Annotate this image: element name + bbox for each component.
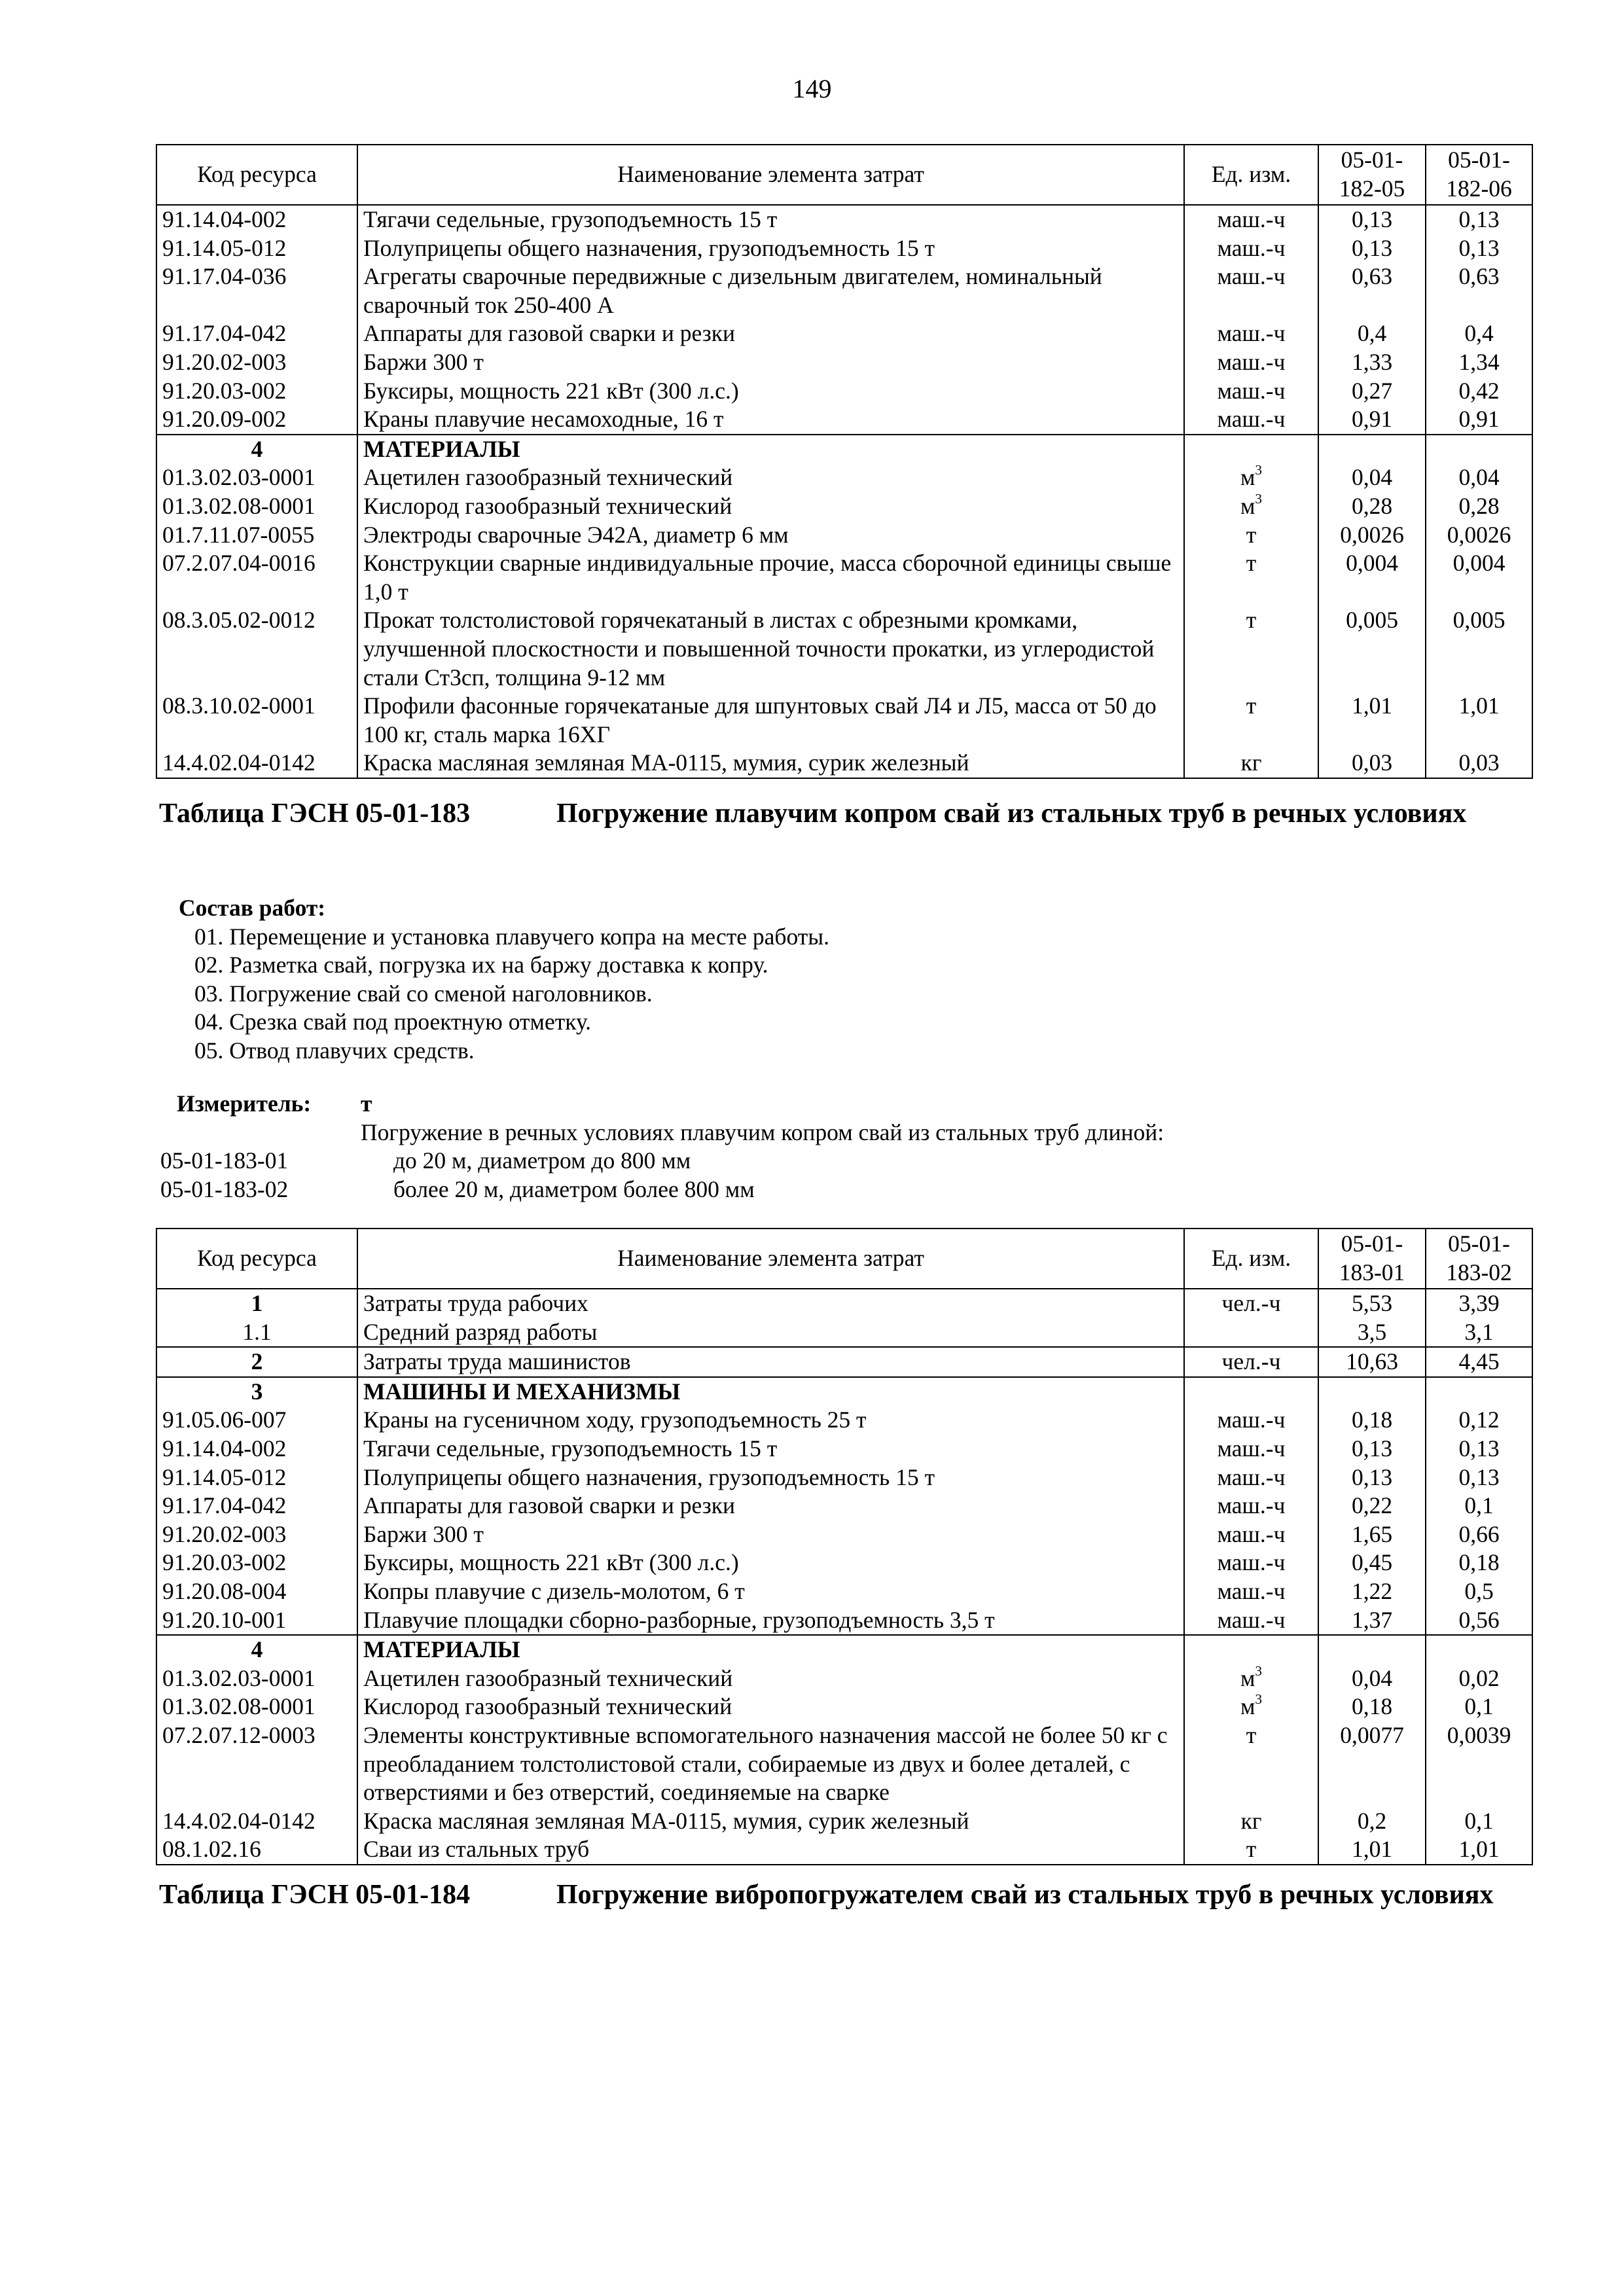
cell-code: 08.1.02.16 (156, 1835, 357, 1865)
cell-name: Сваи из стальных труб (357, 1835, 1184, 1865)
table-row (156, 348, 1532, 377)
table-row (156, 463, 1532, 492)
table-row (156, 205, 1532, 234)
cell-value: 0,91 (1318, 405, 1426, 435)
cell-name: Аппараты для газовой сварки и резки (357, 1492, 1184, 1520)
cell-unit: т (1184, 606, 1318, 692)
cell-unit: маш.-ч (1184, 405, 1318, 435)
cell-value: 0,56 (1426, 1606, 1532, 1636)
table-row (156, 1318, 1532, 1348)
cell-code: 1.1 (156, 1318, 357, 1348)
cell-name: Полуприцепы общего назначения, грузоподъемность 15 т (357, 234, 1184, 263)
cell-unit: чел.-ч (1184, 1347, 1318, 1377)
cell-code: 91.20.03-002 (156, 1549, 357, 1577)
cell-code: 91.17.04-042 (156, 319, 357, 348)
cell-unit: маш.-ч (1184, 234, 1318, 263)
table-row (156, 319, 1532, 348)
cell-value: 1,33 (1318, 348, 1426, 377)
cell-name: Агрегаты сварочные передвижные с дизельным двигателем, номинальный сварочный ток 250-400 А (357, 262, 1184, 319)
table-row (156, 521, 1532, 550)
cell-name: Тягачи седельные, грузоподъемность 15 т (357, 1435, 1184, 1463)
cell-name: Краны на гусеничном ходу, грузоподъемность 25 т (357, 1406, 1184, 1435)
cell-code: 91.05.06-007 (156, 1406, 357, 1435)
cell-name: Элементы конструктивные вспомогательного назначения массой не более 50 кг с преобладанием толстолистовой стали, собираемые из двух и более деталей, с отверстиями и без отверстий, соединяемые на сварке (357, 1721, 1184, 1807)
cell-name: Электроды сварочные Э42А, диаметр 6 мм (357, 521, 1184, 550)
cell-unit: маш.-ч (1184, 1463, 1318, 1492)
table-row (156, 377, 1532, 406)
cell-value: 1,01 (1318, 692, 1426, 749)
cell-value: 0,63 (1318, 262, 1426, 319)
cell-code: 91.17.04-042 (156, 1492, 357, 1520)
table-row (156, 1347, 1532, 1377)
table-row (156, 1435, 1532, 1463)
cell-value: 4,45 (1426, 1347, 1532, 1377)
cell-unit: т (1184, 521, 1318, 550)
table-title: Погружение плавучим копром свай из стальных труб в речных условиях (556, 798, 1467, 829)
cell-unit: т (1184, 1835, 1318, 1865)
table-row (156, 234, 1532, 263)
cell-value: 0,03 (1426, 749, 1532, 778)
cell-name: Краны плавучие несамоходные, 16 т (357, 405, 1184, 435)
cell-code: 07.2.07.04-0016 (156, 549, 357, 606)
cell-name: Кислород газообразный технический (357, 1693, 1184, 1721)
resource-table-183 (156, 1228, 1533, 1865)
cell-unit: $м^3$ (1184, 1693, 1318, 1721)
header-col-05-01-182-06: 05-01-182-06 (1426, 145, 1532, 205)
table-row (156, 1664, 1532, 1693)
cell-code: 91.14.05-012 (156, 234, 357, 263)
measure-description: Погружение в речных условиях плавучим копром свай из стальных труб длиной: (361, 1119, 1164, 1145)
table-title: Погружение вибропогружателем свай из стальных труб в речных условиях (556, 1880, 1494, 1910)
table-heading-184 (159, 1878, 1534, 1950)
cell-value: 0,28 (1426, 492, 1532, 521)
cell-value: 0,02 (1426, 1664, 1532, 1693)
cell-value: 0,13 (1426, 234, 1532, 263)
cell-unit: маш.-ч (1184, 1492, 1318, 1520)
cell-value: 0,0077 (1318, 1721, 1426, 1807)
variant-code: 05-01-183-01 (160, 1147, 289, 1174)
cell-unit: маш.-ч (1184, 1549, 1318, 1577)
cell-value: 0,0026 (1318, 521, 1426, 550)
table-row (156, 1289, 1532, 1318)
cell-name: Затраты труда машинистов (357, 1347, 1184, 1377)
cell-value: 0,13 (1426, 205, 1532, 234)
header-unit: Ед. изм. (1184, 1229, 1318, 1289)
cell-value: 0,22 (1318, 1492, 1426, 1520)
table-row (156, 1807, 1532, 1836)
cell-unit: маш.-ч (1184, 377, 1318, 406)
cell-value: 0,4 (1318, 319, 1426, 348)
cell-value: 0,27 (1318, 377, 1426, 406)
cell-name: Полуприцепы общего назначения, грузоподъемность 15 т (357, 1463, 1184, 1492)
cell-code: 4 (156, 1635, 357, 1664)
cell-name: Средний разряд работы (357, 1318, 1184, 1348)
cell-name: Ацетилен газообразный технический (357, 1664, 1184, 1693)
cell-value: 0,005 (1426, 606, 1532, 692)
cell-name: Конструкции сварные индивидуальные прочие, масса сборочной единицы свыше 1,0 т (357, 549, 1184, 606)
section-title: МАТЕРИАЛЫ (357, 435, 1184, 464)
resource-table-182 (156, 144, 1533, 779)
cell-unit (1184, 1318, 1318, 1348)
cell-code: 01.3.02.03-0001 (156, 1664, 357, 1693)
cell-name: Прокат толстолистовой горячекатаный в листах с обрезными кромками, улучшенной плоскостности и повышенной точности прокатки, из углеродистой стали Ст3сп, толщина 9-12 мм (357, 606, 1184, 692)
table-row (156, 492, 1532, 521)
cell-name: Профили фасонные горячекатаные для шпунтовых свай Л4 и Л5, масса от 50 до 100 кг, сталь марка 16ХГ (357, 692, 1184, 749)
cell-code: 01.3.02.08-0001 (156, 1693, 357, 1721)
cell-name: Баржи 300 т (357, 1520, 1184, 1549)
header-code: Код ресурса (156, 145, 357, 205)
cell-code: 4 (156, 435, 357, 464)
variant-code: 05-01-183-02 (160, 1175, 289, 1202)
table-row (156, 692, 1532, 749)
table-row (156, 1577, 1532, 1606)
cell-value: 1,37 (1318, 1606, 1426, 1636)
cell-name: Буксиры, мощность 221 кВт (300 л.с.) (357, 377, 1184, 406)
cell-code: 91.20.08-004 (156, 1577, 357, 1606)
cell-unit: $м^3$ (1184, 463, 1318, 492)
cell-unit: $м^3$ (1184, 1664, 1318, 1693)
section-title: МАШИНЫ И МЕХАНИЗМЫ (357, 1377, 1184, 1407)
variant-text: до 20 м, диаметром до 800 мм (393, 1147, 691, 1174)
cell-value: 1,34 (1426, 348, 1532, 377)
cell-code: 08.3.05.02-0012 (156, 606, 357, 692)
cell-code: 3 (156, 1377, 357, 1407)
cell-code: 91.20.10-001 (156, 1606, 357, 1636)
work-item: 05. Отвод плавучих средств. (194, 1037, 475, 1064)
cell-value: 0,42 (1426, 377, 1532, 406)
cell-value: 0,04 (1426, 463, 1532, 492)
work-item: 01. Перемещение и установка плавучего копра на месте работы. (194, 923, 830, 950)
cell-value: 0,13 (1318, 234, 1426, 263)
cell-value: 0,63 (1426, 262, 1532, 319)
measure-label: Измеритель: (177, 1090, 312, 1117)
cell-unit: маш.-ч (1184, 1577, 1318, 1606)
cell-value: 0,5 (1426, 1577, 1532, 1606)
cell-value: 5,53 (1318, 1289, 1426, 1318)
cell-value: 0,1 (1426, 1492, 1532, 1520)
cell-value: 3,1 (1426, 1318, 1532, 1348)
cell-code: 91.20.03-002 (156, 377, 357, 406)
work-heading: Состав работ: (179, 895, 326, 921)
cell-name: Копры плавучие с дизель-молотом, 6 т (357, 1577, 1184, 1606)
work-composition (179, 894, 1422, 1066)
section-row-materials (156, 1635, 1532, 1664)
cell-name: Буксиры, мощность 221 кВт (300 л.с.) (357, 1549, 1184, 1577)
cell-unit: маш.-ч (1184, 319, 1318, 348)
cell-value: 0,66 (1426, 1520, 1532, 1549)
cell-unit: маш.-ч (1184, 348, 1318, 377)
table-label: Таблица ГЭСН 05-01-183 (159, 798, 471, 829)
cell-value: 0,13 (1426, 1435, 1532, 1463)
cell-code: 01.3.02.03-0001 (156, 463, 357, 492)
table-row (156, 549, 1532, 606)
table-row (156, 1492, 1532, 1520)
table-row (156, 1406, 1532, 1435)
cell-unit: маш.-ч (1184, 1520, 1318, 1549)
table-row (156, 1721, 1532, 1807)
table-row (156, 262, 1532, 319)
cell-code: 91.14.04-002 (156, 205, 357, 234)
cell-value: 0,13 (1426, 1463, 1532, 1492)
cell-value: 0,03 (1318, 749, 1426, 778)
cell-value: 0,005 (1318, 606, 1426, 692)
table-row (156, 1835, 1532, 1865)
table-row (156, 606, 1532, 692)
cell-code: 14.4.02.04-0142 (156, 1807, 357, 1836)
table-row (156, 1520, 1532, 1549)
cell-unit: маш.-ч (1184, 262, 1318, 319)
measure-unit: т (361, 1090, 372, 1117)
measure-block (0, 1090, 1624, 1214)
cell-code: 91.20.09-002 (156, 405, 357, 435)
cell-value: 0,28 (1318, 492, 1426, 521)
cell-name: Ацетилен газообразный технический (357, 463, 1184, 492)
cell-value: 1,22 (1318, 1577, 1426, 1606)
cell-code: 91.20.02-003 (156, 1520, 357, 1549)
cell-name: Кислород газообразный технический (357, 492, 1184, 521)
cell-name: Затраты труда рабочих (357, 1289, 1184, 1318)
cell-unit: маш.-ч (1184, 205, 1318, 234)
cell-code: 14.4.02.04-0142 (156, 749, 357, 778)
cell-value: 10,63 (1318, 1347, 1426, 1377)
cell-value: 0,04 (1318, 1664, 1426, 1693)
cell-code: 91.20.02-003 (156, 348, 357, 377)
cell-value: 0,2 (1318, 1807, 1426, 1836)
variant-text: более 20 м, диаметром более 800 мм (393, 1175, 755, 1202)
section-row-materials (156, 435, 1532, 464)
cell-unit: маш.-ч (1184, 1606, 1318, 1636)
cell-name: Краска масляная земляная МА-0115, мумия, сурик железный (357, 1807, 1184, 1836)
section-row-machines (156, 1377, 1532, 1407)
cell-value: 0,004 (1318, 549, 1426, 606)
header-name: Наименование элемента затрат (357, 145, 1184, 205)
cell-name: Баржи 300 т (357, 348, 1184, 377)
cell-value: 0,13 (1318, 1463, 1426, 1492)
table-header-row (156, 145, 1532, 205)
work-item: 04. Срезка свай под проектную отметку. (194, 1009, 592, 1035)
table-row (156, 749, 1532, 778)
cell-value: 0,18 (1318, 1406, 1426, 1435)
table-row (156, 405, 1532, 435)
cell-code: 91.14.04-002 (156, 1435, 357, 1463)
section-title: МАТЕРИАЛЫ (357, 1635, 1184, 1664)
table-row (156, 1549, 1532, 1577)
cell-name: Аппараты для газовой сварки и резки (357, 319, 1184, 348)
cell-code: 2 (156, 1347, 357, 1377)
cell-value: 1,01 (1426, 1835, 1532, 1865)
cell-code: 01.7.11.07-0055 (156, 521, 357, 550)
cell-value: 0,1 (1426, 1693, 1532, 1721)
cell-value: 1,65 (1318, 1520, 1426, 1549)
cell-value: 0,13 (1318, 205, 1426, 234)
cell-value: 1,01 (1426, 692, 1532, 749)
table-header-row (156, 1229, 1532, 1289)
cell-name: Краска масляная земляная МА-0115, мумия, сурик железный (357, 749, 1184, 778)
cell-value: 0,1 (1426, 1807, 1532, 1836)
cell-unit: маш.-ч (1184, 1406, 1318, 1435)
cell-value: 0,04 (1318, 463, 1426, 492)
cell-name: Тягачи седельные, грузоподъемность 15 т (357, 205, 1184, 234)
header-col-05-01-183-01: 05-01-183-01 (1318, 1229, 1426, 1289)
cell-value: 0,45 (1318, 1549, 1426, 1577)
cell-value: 0,4 (1426, 319, 1532, 348)
cell-value: 0,13 (1318, 1435, 1426, 1463)
header-col-05-01-183-02: 05-01-183-02 (1426, 1229, 1532, 1289)
cell-unit: $м^3$ (1184, 492, 1318, 521)
page-number: 149 (792, 74, 832, 103)
table-row (156, 1463, 1532, 1492)
cell-value: 3,5 (1318, 1318, 1426, 1348)
cell-value: 1,01 (1318, 1835, 1426, 1865)
cell-unit: чел.-ч (1184, 1289, 1318, 1318)
cell-code: 07.2.07.12-0003 (156, 1721, 357, 1807)
header-unit: Ед. изм. (1184, 145, 1318, 205)
cell-unit: кг (1184, 749, 1318, 778)
cell-value: 3,39 (1426, 1289, 1532, 1318)
cell-value: 0,0026 (1426, 521, 1532, 550)
cell-unit: т (1184, 692, 1318, 749)
cell-unit: т (1184, 549, 1318, 606)
cell-value: 0,004 (1426, 549, 1532, 606)
cell-value: 0,18 (1426, 1549, 1532, 1577)
table-heading-183 (159, 797, 1534, 869)
cell-name: Плавучие площадки сборно-разборные, грузоподъемность 3,5 т (357, 1606, 1184, 1636)
cell-code: 08.3.10.02-0001 (156, 692, 357, 749)
cell-unit: маш.-ч (1184, 1435, 1318, 1463)
cell-value: 0,0039 (1426, 1721, 1532, 1807)
cell-code: 91.14.05-012 (156, 1463, 357, 1492)
work-item: 03. Погружение свай со сменой наголовников. (194, 980, 653, 1007)
cell-code: 01.3.02.08-0001 (156, 492, 357, 521)
cell-unit: кг (1184, 1807, 1318, 1836)
cell-value: 0,12 (1426, 1406, 1532, 1435)
header-name: Наименование элемента затрат (357, 1229, 1184, 1289)
header-col-05-01-182-05: 05-01-182-05 (1318, 145, 1426, 205)
cell-code: 91.17.04-036 (156, 262, 357, 319)
work-item: 02. Разметка свай, погрузка их на баржу доставка к копру. (194, 952, 768, 978)
header-code: Код ресурса (156, 1229, 357, 1289)
table-label: Таблица ГЭСН 05-01-184 (159, 1880, 471, 1910)
cell-value: 0,91 (1426, 405, 1532, 435)
cell-unit: т (1184, 1721, 1318, 1807)
cell-value: 0,18 (1318, 1693, 1426, 1721)
cell-code: 1 (156, 1289, 357, 1318)
table-row (156, 1606, 1532, 1636)
table-row (156, 1693, 1532, 1721)
